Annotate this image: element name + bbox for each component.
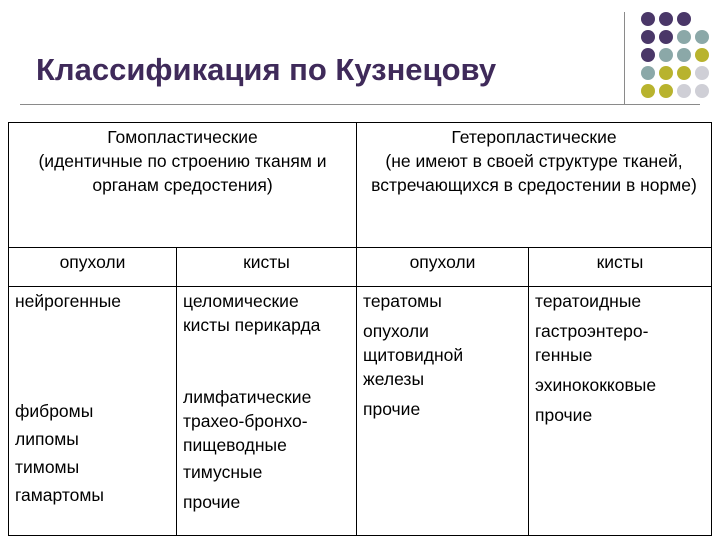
decor-dot [677,66,691,80]
list-item: прочие [183,492,241,512]
hetero-tumors-cell [357,287,529,536]
decor-dot [659,84,673,98]
homo-cysts-cell [177,287,357,536]
decor-dot [659,30,673,44]
list-item: тератоидные [535,291,642,311]
group-title: Гетеропластические [451,127,617,147]
sub-header-cell: опухоли [357,248,529,287]
decor-dot [677,30,691,44]
list-item: гастроэнтеро-генные [535,321,649,365]
decor-dot [641,30,655,44]
list-item: тимомы [15,457,80,477]
group-title: Гомопластические [107,127,258,147]
sub-header-cell: кисты [529,248,712,287]
sub-header-row [9,248,712,287]
decor-dot [677,12,691,26]
decor-dot [659,48,673,62]
list-item: тератомы [363,291,442,311]
decor-dot [641,12,655,26]
list-item: прочие [363,399,421,419]
decor-dot [695,84,709,98]
list-item: опухоли щитовидной железы [363,321,464,389]
decor-dot [695,66,709,80]
list-item: целомические кисты перикарда [183,291,321,335]
list-item: эхинококковые [535,375,657,395]
title-vertical-rule [624,12,625,104]
decor-dot [695,48,709,62]
decor-dot [677,84,691,98]
sub-header-cell: кисты [177,248,357,287]
group-description: (не имеют в своей структуре тканей, встречающихся в средостении в норме) [371,151,697,195]
homo-tumors-cell [9,287,177,536]
list-item: нейрогенные [15,291,122,311]
body-row [9,287,712,536]
decor-dot [641,84,655,98]
list-item: гамартомы [15,485,105,505]
list-item: лимфатические трахео-бронхо-пищеводные [183,387,312,455]
group-header-heteroplastic [357,123,712,248]
group-description: (идентичные по строению тканям и органам средостения) [38,151,327,195]
decor-dot [677,48,691,62]
group-header-row [9,123,712,248]
decor-dot [641,66,655,80]
slide-title: Классификация по Кузнецову [36,52,497,87]
decor-dot [659,12,673,26]
decor-dot [695,30,709,44]
decor-dot [641,48,655,62]
title-horizontal-rule [20,104,700,105]
hetero-cysts-cell [529,287,712,536]
list-item: липомы [15,429,79,449]
list-item: тимусные [183,462,263,482]
list-item: фибромы [15,401,94,421]
list-item: прочие [535,405,593,425]
classification-table [8,122,712,536]
group-header-homoplastic [9,123,357,248]
decor-dot [659,66,673,80]
sub-header-cell: опухоли [9,248,177,287]
